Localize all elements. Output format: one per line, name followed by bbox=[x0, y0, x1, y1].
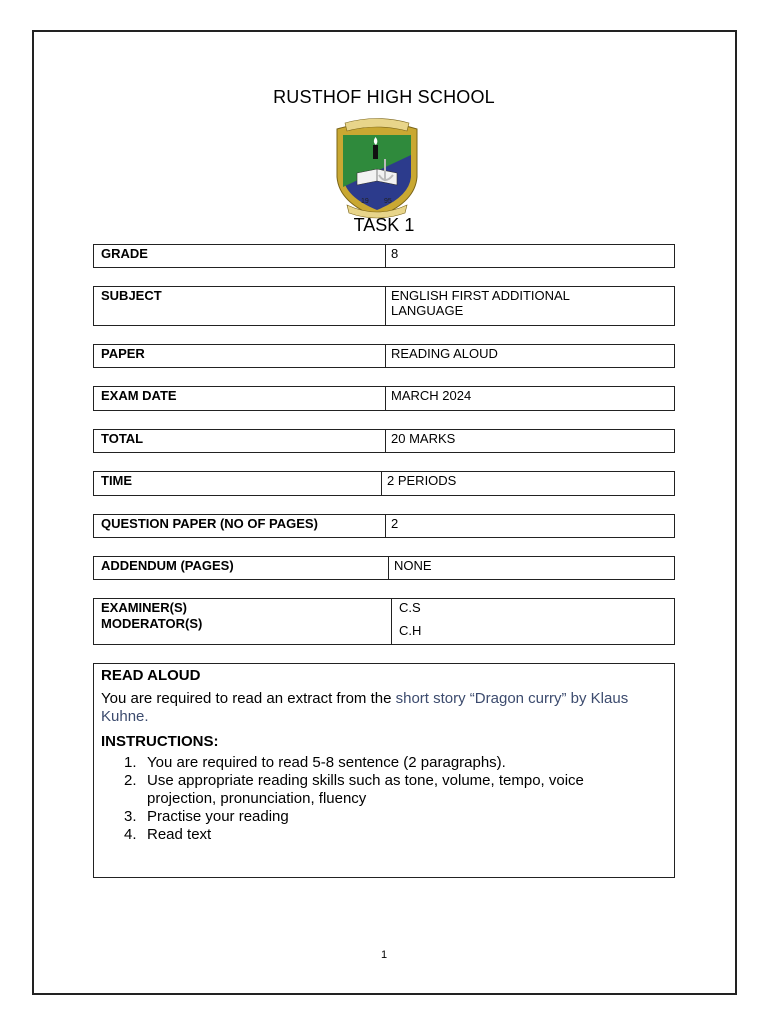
svg-text:95: 95 bbox=[384, 198, 392, 205]
subject-row bbox=[93, 286, 675, 326]
time-value: 2 PERIODS bbox=[387, 473, 457, 488]
school-name: RUSTHOF HIGH SCHOOL bbox=[273, 87, 495, 107]
total-label: TOTAL bbox=[94, 430, 386, 452]
time-label: TIME bbox=[94, 472, 382, 495]
paper-label: PAPER bbox=[94, 345, 386, 367]
instruction-text: Read text bbox=[147, 826, 212, 843]
paper-value: READING ALOUD bbox=[391, 346, 498, 361]
exam-date-value: MARCH 2024 bbox=[391, 388, 472, 403]
instruction-item bbox=[124, 754, 667, 772]
page-number: 1 bbox=[380, 949, 388, 961]
grade-row bbox=[93, 244, 675, 268]
intro-text: You are required to read an extract from the bbox=[101, 690, 396, 707]
svg-text:19: 19 bbox=[361, 198, 369, 205]
story-reference: short story “Dragon curry” by Klaus Kuhne. bbox=[101, 690, 629, 725]
moderator-label: MODERATOR(S) bbox=[101, 616, 203, 631]
read-aloud-section bbox=[93, 663, 675, 878]
read-aloud-heading: READ ALOUD bbox=[101, 667, 201, 684]
question-paper-label: QUESTION PAPER (NO OF PAGES) bbox=[94, 515, 386, 537]
instruction-number: 4. bbox=[124, 826, 137, 843]
paper-row bbox=[93, 344, 675, 368]
grade-label: GRADE bbox=[94, 245, 386, 267]
school-crest-logo bbox=[327, 115, 427, 221]
read-aloud-intro bbox=[101, 690, 667, 726]
moderator-value: C.H bbox=[399, 623, 422, 638]
task-title: TASK 1 bbox=[353, 215, 415, 235]
instruction-item bbox=[124, 826, 667, 844]
subject-value: ENGLISH FIRST ADDITIONAL LANGUAGE bbox=[391, 288, 570, 318]
total-row bbox=[93, 429, 675, 453]
instruction-text: Practise your reading bbox=[147, 808, 289, 825]
addendum-label: ADDENDUM (PAGES) bbox=[94, 557, 389, 579]
examiner-label: EXAMINER(S) bbox=[101, 600, 187, 615]
total-value: 20 MARKS bbox=[391, 431, 456, 446]
instruction-number: 2. bbox=[124, 772, 137, 789]
subject-label: SUBJECT bbox=[94, 287, 386, 325]
exam-date-label: EXAM DATE bbox=[94, 387, 386, 410]
examiner-moderator-row bbox=[93, 598, 675, 645]
instruction-item bbox=[124, 808, 667, 826]
time-row bbox=[93, 471, 675, 496]
instruction-text: You are required to read 5-8 sentence (2 paragraphs). bbox=[147, 754, 506, 771]
examiner-value: C.S bbox=[399, 600, 421, 615]
question-paper-row bbox=[93, 514, 675, 538]
instruction-number: 1. bbox=[124, 754, 137, 771]
addendum-value: NONE bbox=[394, 558, 432, 573]
instructions-heading: INSTRUCTIONS: bbox=[101, 733, 219, 750]
instructions-list bbox=[101, 754, 667, 844]
instruction-text: Use appropriate reading skills such as tone, volume, tempo, voice projection, pronunciation, fluency bbox=[147, 772, 584, 807]
instruction-number: 3. bbox=[124, 808, 137, 825]
exam-date-row bbox=[93, 386, 675, 411]
grade-value: 8 bbox=[391, 246, 399, 261]
examiner-moderator-values bbox=[392, 599, 674, 644]
addendum-row bbox=[93, 556, 675, 580]
examiner-moderator-labels bbox=[94, 599, 392, 644]
question-paper-value: 2 bbox=[391, 516, 399, 531]
instruction-item bbox=[124, 772, 667, 808]
